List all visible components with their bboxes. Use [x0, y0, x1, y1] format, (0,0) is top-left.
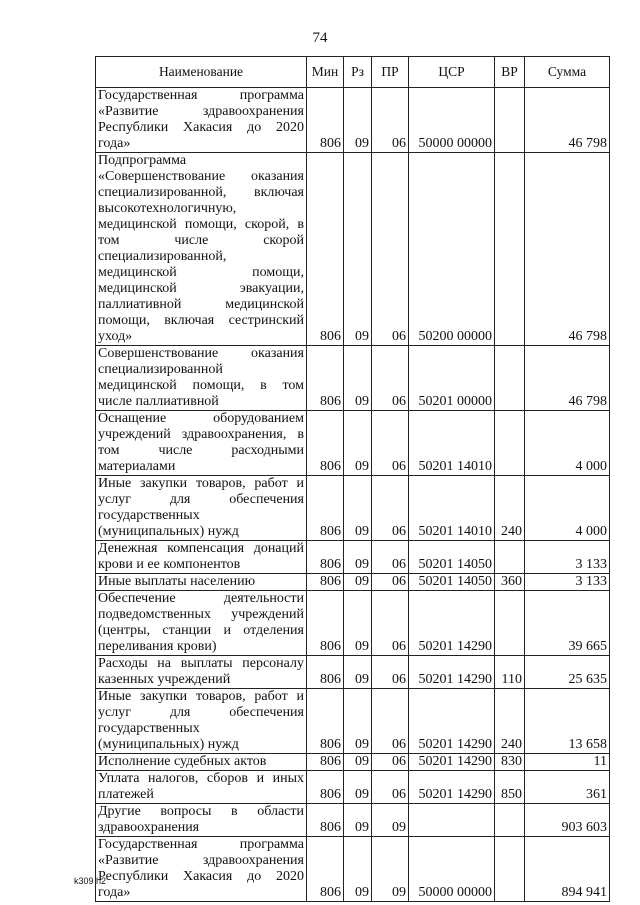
cell-vr: 240: [495, 476, 525, 541]
cell-name: Обеспечение деятельности подведомственных учреждений (центры, станции и отделения переливания крови): [96, 591, 307, 656]
cell-sum: 4 000: [525, 411, 610, 476]
cell-vr: [495, 541, 525, 574]
header-pr: ПР: [372, 57, 409, 88]
cell-rz: 09: [344, 476, 372, 541]
cell-csr: 50201 14290: [409, 656, 495, 689]
header-sum: Сумма: [525, 57, 610, 88]
cell-sum: 46 798: [525, 88, 610, 153]
table-row: [96, 804, 610, 837]
cell-pr: 09: [372, 804, 409, 837]
cell-name: Иные закупки товаров, работ и услуг для обеспечения государственных (муниципальных) нужд: [96, 689, 307, 754]
cell-rz: 09: [344, 771, 372, 804]
cell-sum: 46 798: [525, 346, 610, 411]
cell-rz: 09: [344, 689, 372, 754]
table-row: [96, 771, 610, 804]
cell-rz: 09: [344, 88, 372, 153]
cell-pr: 06: [372, 574, 409, 591]
cell-min: 806: [307, 754, 344, 771]
cell-rz: 09: [344, 656, 372, 689]
cell-min: 806: [307, 574, 344, 591]
cell-sum: 39 665: [525, 591, 610, 656]
cell-name: Исполнение судебных актов: [96, 754, 307, 771]
cell-sum: 361: [525, 771, 610, 804]
cell-pr: 06: [372, 411, 409, 476]
cell-vr: 360: [495, 574, 525, 591]
cell-name: Денежная компенсация донаций крови и ее компонентов: [96, 541, 307, 574]
table-row: [96, 656, 610, 689]
table-row: [96, 411, 610, 476]
cell-csr: 50201 14050: [409, 541, 495, 574]
table-row: [96, 689, 610, 754]
cell-min: 806: [307, 411, 344, 476]
cell-min: 806: [307, 837, 344, 902]
cell-vr: [495, 153, 525, 346]
cell-min: 806: [307, 541, 344, 574]
cell-csr: 50201 14290: [409, 591, 495, 656]
header-rz: Рз: [344, 57, 372, 88]
cell-pr: 09: [372, 837, 409, 902]
cell-sum: 13 658: [525, 689, 610, 754]
table-row: [96, 837, 610, 902]
cell-csr: 50201 14290: [409, 771, 495, 804]
cell-name: Совершенствование оказания специализированной медицинской помощи, в том числе паллиативной: [96, 346, 307, 411]
cell-sum: 25 635: [525, 656, 610, 689]
cell-csr: 50000 00000: [409, 837, 495, 902]
cell-csr: 50200 00000: [409, 153, 495, 346]
cell-min: 806: [307, 153, 344, 346]
cell-rz: 09: [344, 837, 372, 902]
table-row: [96, 153, 610, 346]
cell-csr: 50201 14050: [409, 574, 495, 591]
cell-name: Иные закупки товаров, работ и услуг для обеспечения государственных (муниципальных) нужд: [96, 476, 307, 541]
cell-min: 806: [307, 689, 344, 754]
table-row: [96, 541, 610, 574]
header-min: Мин: [307, 57, 344, 88]
cell-pr: 06: [372, 153, 409, 346]
cell-rz: 09: [344, 804, 372, 837]
cell-min: 806: [307, 771, 344, 804]
cell-sum: 46 798: [525, 153, 610, 346]
cell-min: 806: [307, 88, 344, 153]
cell-csr: 50201 14290: [409, 754, 495, 771]
cell-rz: 09: [344, 574, 372, 591]
cell-vr: 240: [495, 689, 525, 754]
cell-sum: 894 941: [525, 837, 610, 902]
table-row: [96, 88, 610, 153]
cell-vr: 830: [495, 754, 525, 771]
cell-csr: 50201 00000: [409, 346, 495, 411]
cell-rz: 09: [344, 346, 372, 411]
cell-csr: 50201 14010: [409, 476, 495, 541]
cell-min: 806: [307, 476, 344, 541]
header-name: Наименование: [96, 57, 307, 88]
cell-vr: [495, 346, 525, 411]
cell-csr: 50201 14010: [409, 411, 495, 476]
cell-rz: 09: [344, 754, 372, 771]
cell-min: 806: [307, 346, 344, 411]
table-header-row: [96, 57, 610, 88]
cell-vr: [495, 591, 525, 656]
cell-csr: 50000 00000: [409, 88, 495, 153]
cell-name: Государственная программа «Развитие здравоохранения Республики Хакасия до 2020 года»: [96, 88, 307, 153]
cell-min: 806: [307, 804, 344, 837]
cell-sum: 903 603: [525, 804, 610, 837]
cell-pr: 06: [372, 591, 409, 656]
cell-min: 806: [307, 656, 344, 689]
cell-name: Расходы на выплаты персоналу казенных учреждений: [96, 656, 307, 689]
cell-pr: 06: [372, 771, 409, 804]
cell-rz: 09: [344, 591, 372, 656]
footer-code: k309 h2: [74, 876, 107, 886]
cell-pr: 06: [372, 346, 409, 411]
cell-vr: [495, 837, 525, 902]
cell-min: 806: [307, 591, 344, 656]
cell-name: Уплата налогов, сборов и иных платежей: [96, 771, 307, 804]
cell-rz: 09: [344, 153, 372, 346]
cell-name: Оснащение оборудованием учреждений здравоохранения, в том числе расходными материалами: [96, 411, 307, 476]
cell-pr: 06: [372, 754, 409, 771]
page-number: 74: [312, 30, 328, 46]
table-row: [96, 476, 610, 541]
table-row: [96, 346, 610, 411]
cell-name: Иные выплаты населению: [96, 574, 307, 591]
cell-pr: 06: [372, 476, 409, 541]
cell-pr: 06: [372, 689, 409, 754]
table-row: [96, 754, 610, 771]
cell-pr: 06: [372, 88, 409, 153]
cell-rz: 09: [344, 541, 372, 574]
cell-pr: 06: [372, 541, 409, 574]
cell-sum: 4 000: [525, 476, 610, 541]
header-vr: ВР: [495, 57, 525, 88]
table-row: [96, 591, 610, 656]
cell-vr: [495, 88, 525, 153]
cell-name: Государственная программа «Развитие здравоохранения Республики Хакасия до 2020 года»: [96, 837, 307, 902]
cell-csr: [409, 804, 495, 837]
cell-sum: 3 133: [525, 541, 610, 574]
cell-name: Подпрограмма «Совершенствование оказания специализированной, включая высокотехнологичную, медицинской помощи, скорой, в том числе скорой специализированной, медицинской помощи, медицинской эвакуации, паллиативной медицинской помощи, включая сестринский уход»: [96, 153, 307, 346]
cell-pr: 06: [372, 656, 409, 689]
header-csr: ЦСР: [409, 57, 495, 88]
cell-vr: 110: [495, 656, 525, 689]
cell-vr: 850: [495, 771, 525, 804]
cell-csr: 50201 14290: [409, 689, 495, 754]
budget-table: [95, 56, 610, 902]
cell-sum: 3 133: [525, 574, 610, 591]
cell-sum: 11: [525, 754, 610, 771]
table-row: [96, 574, 610, 591]
cell-rz: 09: [344, 411, 372, 476]
cell-vr: [495, 411, 525, 476]
cell-name: Другие вопросы в области здравоохранения: [96, 804, 307, 837]
cell-vr: [495, 804, 525, 837]
